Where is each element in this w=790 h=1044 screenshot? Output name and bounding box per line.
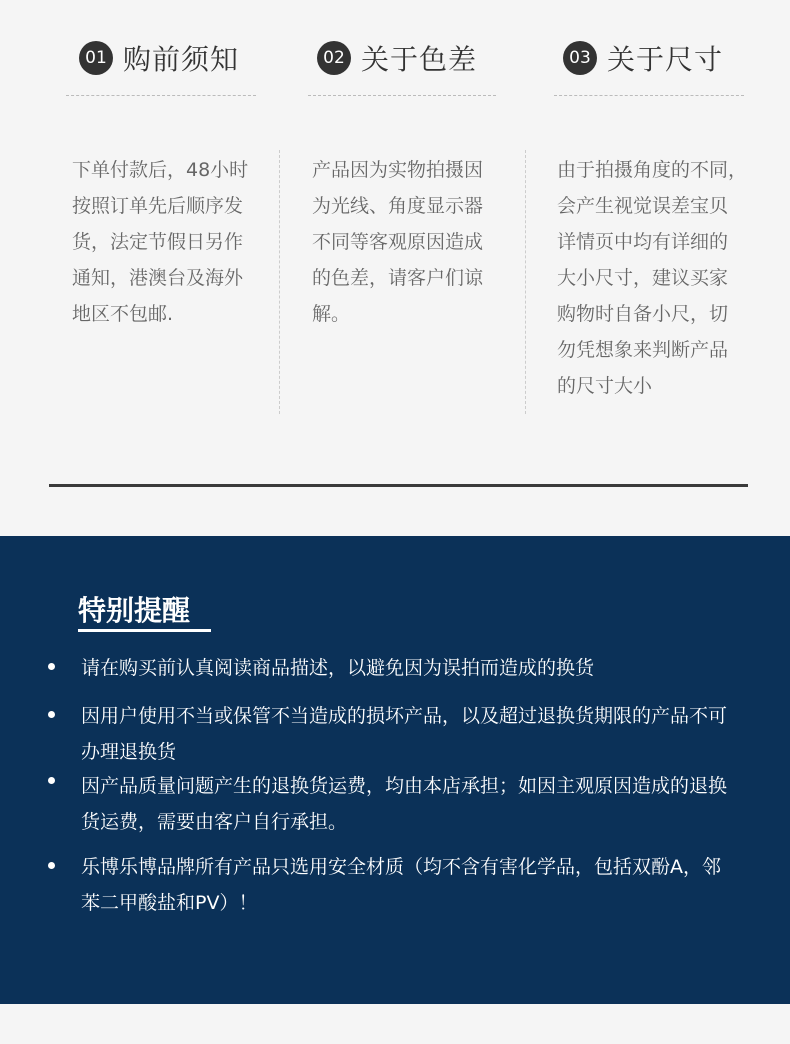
text-line: 的色差，请客户们谅 bbox=[312, 267, 484, 289]
text-line: 乐博乐博品牌所有产品只选用安全材质（均不含有害化学品，包括双酚A，邻 bbox=[81, 856, 721, 878]
dashed-divider bbox=[66, 95, 256, 96]
text-line: 购物时自备小尺，切 bbox=[557, 303, 729, 325]
notice-header-purchase bbox=[79, 40, 239, 76]
dashed-divider bbox=[554, 95, 744, 96]
text-line: 产品因为实物拍摄因 bbox=[312, 159, 484, 181]
notice-number-badge: 02 bbox=[317, 41, 351, 75]
text-line: 会产生视觉误差宝贝 bbox=[557, 195, 729, 217]
notice-title: 关于尺寸 bbox=[607, 43, 724, 76]
title-underline bbox=[78, 629, 211, 632]
text-line: 办理退换货 bbox=[81, 741, 177, 763]
text-line: 下单付款后，48小时 bbox=[72, 159, 249, 181]
text-line: 苯二甲酸盐和PV）！ bbox=[81, 892, 258, 914]
footer-strip bbox=[0, 1004, 790, 1044]
text-line: 由于拍摄角度的不同， bbox=[557, 159, 748, 181]
reminder-title: 特别提醒 bbox=[78, 594, 191, 627]
text-line: 勿凭想象来判断产品 bbox=[557, 339, 729, 361]
notice-number-badge: 01 bbox=[79, 41, 113, 75]
text-line: 货运费，需要由客户自行承担。 bbox=[81, 811, 348, 833]
notice-title: 购前须知 bbox=[123, 43, 240, 76]
text-line: 因产品质量问题产生的退换货运费，均由本店承担；如因主观原因造成的退换 bbox=[81, 775, 728, 797]
column-separator bbox=[279, 150, 280, 414]
text-line: 大小尺寸，建议买家 bbox=[557, 267, 729, 289]
text-line: 地区不包邮. bbox=[72, 303, 174, 325]
text-line: 解。 bbox=[312, 303, 351, 325]
text-line: 的尺寸大小 bbox=[557, 375, 653, 397]
notice-title: 关于色差 bbox=[361, 43, 478, 76]
notice-number-badge: 03 bbox=[563, 41, 597, 75]
text-line: 货，法定节假日另作 bbox=[72, 231, 244, 253]
notice-text-purchase bbox=[72, 152, 272, 332]
text-line: 不同等客观原因造成 bbox=[312, 231, 484, 253]
notice-header-size bbox=[563, 40, 723, 76]
dashed-divider bbox=[308, 95, 496, 96]
notice-header-color bbox=[317, 40, 477, 76]
column-separator bbox=[525, 150, 526, 414]
reminder-panel bbox=[0, 536, 790, 1004]
bullet-icon bbox=[48, 862, 55, 869]
bullet-icon bbox=[48, 663, 55, 670]
text-line: 详情页中均有详细的 bbox=[557, 231, 729, 253]
text-line: 按照订单先后顺序发 bbox=[72, 195, 244, 217]
text-line: 请在购买前认真阅读商品描述，以避免因为误拍而造成的换货 bbox=[81, 657, 595, 679]
notice-text-size bbox=[557, 152, 757, 404]
bullet-icon bbox=[48, 777, 55, 784]
notice-text-color bbox=[312, 152, 512, 332]
bullet-icon bbox=[48, 711, 55, 718]
section-divider bbox=[49, 484, 748, 487]
text-line: 为光线、角度显示器 bbox=[312, 195, 484, 217]
text-line: 因用户使用不当或保管不当造成的损坏产品，以及超过退换货期限的产品不可 bbox=[81, 705, 728, 727]
text-line: 通知，港澳台及海外 bbox=[72, 267, 244, 289]
